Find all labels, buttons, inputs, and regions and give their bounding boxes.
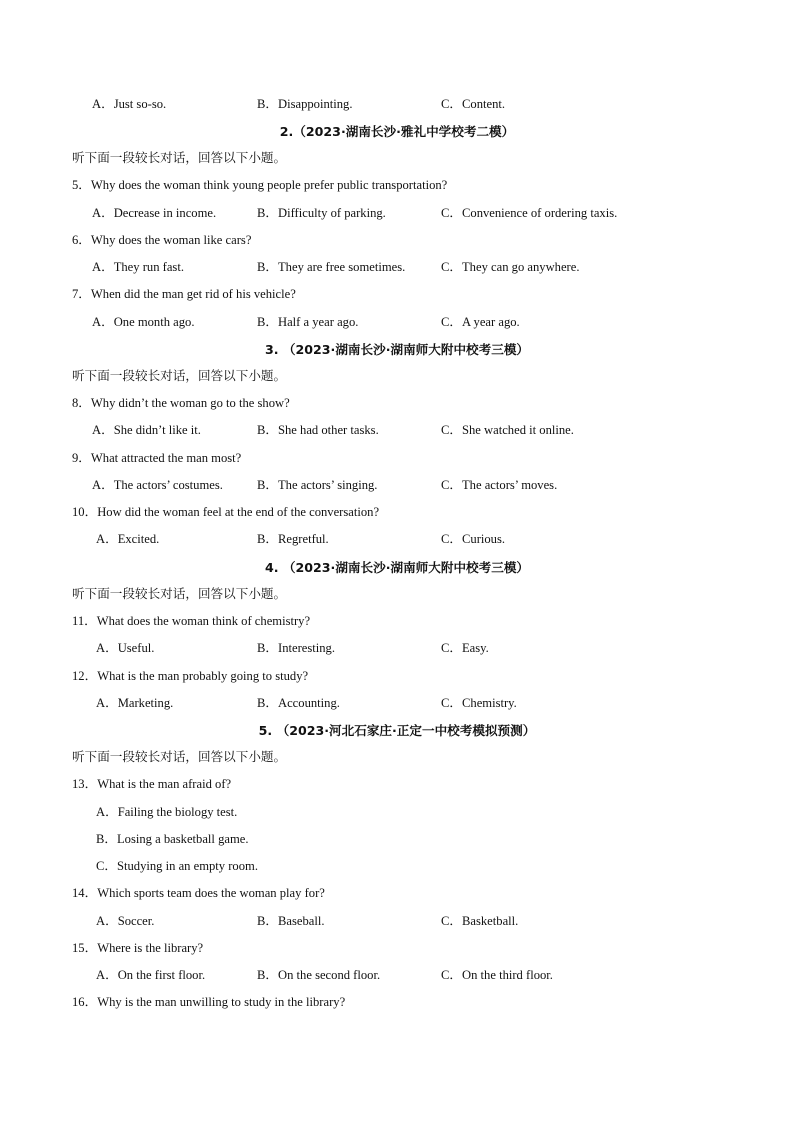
options-row-q4 [0,91,794,118]
question-6: 6．Why does the woman like cars? [72,233,252,247]
option-a: A．The actors’ costumes. [92,478,223,492]
option-b: B．They are free sometimes. [257,260,406,274]
section-heading: 2.（2023·湖南长沙·雅礼中学校考二模） [279,124,515,139]
section-heading: 4. （2023·湖南长沙·湖南师大附中校考三模） [264,560,530,575]
option-b: B．Regretful. [257,532,329,546]
option-row [0,826,794,853]
option-c: C．A year ago. [441,315,520,329]
option-b: B．Disappointing. [257,97,353,111]
question-11: 11．What does the woman think of chemistry? [72,614,311,628]
option-b: B．Accounting. [257,696,340,710]
section-instruction: 听下面一段较长对话，回答以下小题。 [72,369,287,383]
option-c: C．Basketball. [441,914,519,928]
option-a: A．Just so-so. [92,97,167,111]
option-a: A．On the first floor. [96,968,206,982]
question-15: 15．Where is the library? [72,941,204,955]
question-12: 12．What is the man probably going to study? [72,669,309,683]
options-row-q14 [0,908,794,935]
options-row-q11 [0,635,794,662]
section-heading: 3. （2023·湖南长沙·湖南师大附中校考三模） [264,342,530,357]
option-c: C．Convenience of ordering taxis. [441,206,618,220]
option-c: C．She watched it online. [441,423,574,437]
option-b: B．Baseball. [257,914,325,928]
options-row-q10 [0,526,794,553]
question-14: 14．Which sports team does the woman play for? [72,886,325,900]
option-b: B．On the second floor. [257,968,381,982]
option-row [0,853,794,880]
options-row-q8 [0,417,794,444]
option-b: B．Losing a basketball game. [96,832,249,846]
option-a: A．Marketing. [96,696,174,710]
option-a: A．She didn’t like it. [92,423,201,437]
option-c: C．Curious. [441,532,506,546]
option-a: A．One month ago. [92,315,195,329]
question-13: 13．What is the man afraid of? [72,777,232,791]
option-a: A．They run fast. [92,260,184,274]
option-c: C．On the third floor. [441,968,553,982]
option-c: C．Chemistry. [441,696,517,710]
option-b: B．Half a year ago. [257,315,359,329]
options-row-q5 [0,200,794,227]
question-5: 5．Why does the woman think young people prefer public transportation? [72,178,448,192]
option-a: A．Decrease in income. [92,206,217,220]
section-instruction: 听下面一段较长对话，回答以下小题。 [72,587,287,601]
option-c: C．Studying in an empty room. [96,859,258,873]
option-b: B．She had other tasks. [257,423,379,437]
options-row-q15 [0,962,794,989]
option-a: A．Useful. [96,641,155,655]
question-16: 16．Why is the man unwilling to study in the library? [72,995,346,1009]
question-8: 8．Why didn’t the woman go to the show? [72,396,290,410]
option-a: A．Soccer. [96,914,155,928]
question-7: 7．When did the man get rid of his vehicle? [72,287,296,301]
option-b: B．The actors’ singing. [257,478,378,492]
option-b: B．Difficulty of parking. [257,206,386,220]
option-c: C．Content. [441,97,506,111]
options-row-q12 [0,690,794,717]
question-10: 10．How did the woman feel at the end of the conversation? [72,505,380,519]
option-c: C．The actors’ moves. [441,478,558,492]
option-c: C．Easy. [441,641,489,655]
option-b: B．Interesting. [257,641,335,655]
option-a: A．Excited. [96,532,160,546]
options-row-q6 [0,254,794,281]
option-c: C．They can go anywhere. [441,260,580,274]
options-row-q9 [0,472,794,499]
question-9: 9．What attracted the man most? [72,451,242,465]
option-row [0,799,794,826]
section-instruction: 听下面一段较长对话，回答以下小题。 [72,151,287,165]
section-heading: 5. （2023·河北石家庄·正定一中校考模拟预测） [258,723,536,738]
options-row-q7 [0,309,794,336]
option-a: A．Failing the biology test. [96,805,238,819]
section-instruction: 听下面一段较长对话，回答以下小题。 [72,750,287,764]
